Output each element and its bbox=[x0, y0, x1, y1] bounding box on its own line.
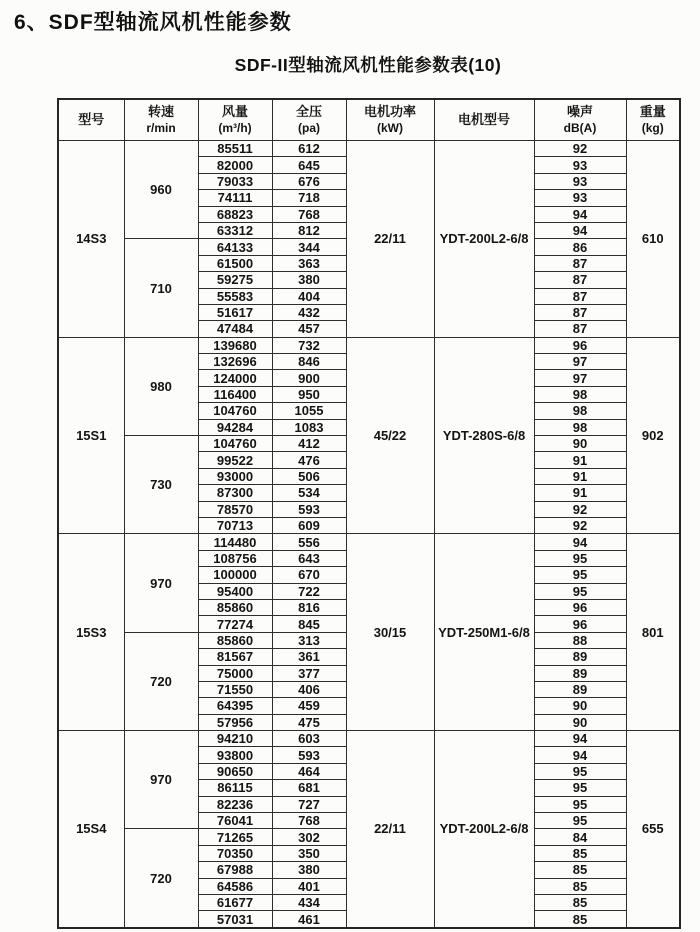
noise-unit: dB(A) bbox=[563, 121, 597, 135]
airflow-cell: 67988 bbox=[198, 862, 272, 878]
pressure-cell: 344 bbox=[272, 239, 346, 255]
pressure-cell: 768 bbox=[272, 813, 346, 829]
noise-cell: 85 bbox=[534, 862, 626, 878]
speed-cell: 970 bbox=[124, 731, 198, 829]
pressure-cell: 464 bbox=[272, 763, 346, 779]
noise-cell: 87 bbox=[534, 272, 626, 288]
noise-cell: 85 bbox=[534, 894, 626, 910]
col-header-model-label: 型号 bbox=[78, 112, 105, 128]
pressure-cell: 643 bbox=[272, 550, 346, 566]
noise-cell: 96 bbox=[534, 616, 626, 632]
airflow-cell: 100000 bbox=[198, 567, 272, 583]
noise-cell: 89 bbox=[534, 665, 626, 681]
table-subtitle: SDF-II型轴流风机性能参数表(10) bbox=[234, 55, 502, 75]
pressure-cell: 727 bbox=[272, 796, 346, 812]
airflow-cell: 82236 bbox=[198, 796, 272, 812]
pressure-cell: 350 bbox=[272, 845, 346, 861]
noise-cell: 87 bbox=[534, 255, 626, 271]
airflow-cell: 87300 bbox=[198, 485, 272, 501]
pressure-cell: 950 bbox=[272, 386, 346, 402]
noise-cell: 90 bbox=[534, 714, 626, 730]
model-cell: 14S3 bbox=[58, 141, 124, 338]
pressure-cell: 380 bbox=[272, 272, 346, 288]
airflow-cell: 71550 bbox=[198, 681, 272, 697]
table-row bbox=[58, 731, 680, 747]
airflow-cell: 59275 bbox=[198, 272, 272, 288]
col-header-model bbox=[58, 99, 124, 141]
pressure-cell: 476 bbox=[272, 452, 346, 468]
weight-cell: 610 bbox=[626, 141, 680, 338]
airflow-unit: (m³/h) bbox=[218, 121, 252, 135]
pressure-cell: 900 bbox=[272, 370, 346, 386]
table-row bbox=[58, 534, 680, 550]
noise-cell: 92 bbox=[534, 517, 626, 533]
power-cell: 22/11 bbox=[346, 731, 434, 928]
noise-cell: 87 bbox=[534, 321, 626, 337]
power-cell: 22/11 bbox=[346, 141, 434, 338]
airflow-cell: 57031 bbox=[198, 911, 272, 928]
motor-cell: YDT-200L2-6/8 bbox=[434, 731, 534, 928]
airflow-cell: 61677 bbox=[198, 894, 272, 910]
pressure-cell: 1055 bbox=[272, 403, 346, 419]
table-header bbox=[58, 99, 680, 141]
airflow-cell: 78570 bbox=[198, 501, 272, 517]
airflow-cell: 79033 bbox=[198, 173, 272, 189]
noise-cell: 89 bbox=[534, 681, 626, 697]
noise-cell: 91 bbox=[534, 452, 626, 468]
noise-cell: 94 bbox=[534, 222, 626, 238]
airflow-cell: 104760 bbox=[198, 436, 272, 452]
pressure-cell: 377 bbox=[272, 665, 346, 681]
airflow-cell: 51617 bbox=[198, 304, 272, 320]
airflow-cell: 68823 bbox=[198, 206, 272, 222]
noise-cell: 98 bbox=[534, 419, 626, 435]
airflow-cell: 94210 bbox=[198, 731, 272, 747]
airflow-cell: 77274 bbox=[198, 616, 272, 632]
col-header-airflow: 风量 (m³/h) bbox=[198, 99, 272, 141]
pressure-cell: 612 bbox=[272, 141, 346, 157]
airflow-cell: 108756 bbox=[198, 550, 272, 566]
table-body bbox=[58, 141, 680, 928]
pressure-cell: 845 bbox=[272, 616, 346, 632]
pressure-cell: 461 bbox=[272, 911, 346, 928]
noise-cell: 95 bbox=[534, 763, 626, 779]
pressure-cell: 846 bbox=[272, 354, 346, 370]
pressure-cell: 506 bbox=[272, 468, 346, 484]
noise-cell: 87 bbox=[534, 304, 626, 320]
speed-unit: r/min bbox=[146, 121, 176, 135]
airflow-cell: 93800 bbox=[198, 747, 272, 763]
noise-cell: 84 bbox=[534, 829, 626, 845]
speed-cell: 980 bbox=[124, 337, 198, 435]
pressure-cell: 812 bbox=[272, 222, 346, 238]
speed-cell: 960 bbox=[124, 141, 198, 239]
airflow-cell: 82000 bbox=[198, 157, 272, 173]
noise-cell: 94 bbox=[534, 534, 626, 550]
motor-cell: YDT-200L2-6/8 bbox=[434, 141, 534, 338]
pressure-cell: 404 bbox=[272, 288, 346, 304]
airflow-cell: 81567 bbox=[198, 649, 272, 665]
airflow-cell: 61500 bbox=[198, 255, 272, 271]
airflow-cell: 64133 bbox=[198, 239, 272, 255]
pressure-cell: 645 bbox=[272, 157, 346, 173]
pressure-cell: 609 bbox=[272, 517, 346, 533]
table-row bbox=[58, 337, 680, 353]
noise-cell: 97 bbox=[534, 370, 626, 386]
header-row bbox=[58, 99, 680, 141]
airflow-cell: 132696 bbox=[198, 354, 272, 370]
airflow-cell: 94284 bbox=[198, 419, 272, 435]
airflow-cell: 114480 bbox=[198, 534, 272, 550]
airflow-cell: 75000 bbox=[198, 665, 272, 681]
airflow-cell: 90650 bbox=[198, 763, 272, 779]
model-cell: 15S4 bbox=[58, 731, 124, 928]
pressure-cell: 475 bbox=[272, 714, 346, 730]
pressure-cell: 816 bbox=[272, 599, 346, 615]
col-header-noise: 噪声 dB(A) bbox=[534, 99, 626, 141]
pressure-cell: 556 bbox=[272, 534, 346, 550]
pressure-cell: 401 bbox=[272, 878, 346, 894]
airflow-cell: 70350 bbox=[198, 845, 272, 861]
airflow-cell: 55583 bbox=[198, 288, 272, 304]
pressure-cell: 412 bbox=[272, 436, 346, 452]
motor-cell: YDT-280S-6/8 bbox=[434, 337, 534, 534]
pressure-cell: 676 bbox=[272, 173, 346, 189]
page-title: 6、SDF型轴流风机性能参数 bbox=[14, 11, 292, 34]
noise-cell: 96 bbox=[534, 599, 626, 615]
noise-cell: 86 bbox=[534, 239, 626, 255]
pressure-cell: 722 bbox=[272, 583, 346, 599]
noise-cell: 93 bbox=[534, 157, 626, 173]
airflow-cell: 64395 bbox=[198, 698, 272, 714]
airflow-cell: 76041 bbox=[198, 813, 272, 829]
airflow-cell: 124000 bbox=[198, 370, 272, 386]
speed-cell: 720 bbox=[124, 829, 198, 928]
airflow-cell: 85511 bbox=[198, 141, 272, 157]
weight-cell: 655 bbox=[626, 731, 680, 928]
motor-cell: YDT-250M1-6/8 bbox=[434, 534, 534, 731]
power-unit: (kW) bbox=[377, 121, 403, 135]
airflow-cell: 116400 bbox=[198, 386, 272, 402]
airflow-cell: 85860 bbox=[198, 599, 272, 615]
noise-cell: 95 bbox=[534, 567, 626, 583]
noise-cell: 93 bbox=[534, 190, 626, 206]
noise-cell: 95 bbox=[534, 583, 626, 599]
col-header-speed: 转速 r/min bbox=[124, 99, 198, 141]
noise-cell: 93 bbox=[534, 173, 626, 189]
pressure-cell: 302 bbox=[272, 829, 346, 845]
noise-cell: 96 bbox=[534, 337, 626, 353]
noise-cell: 85 bbox=[534, 878, 626, 894]
fan-performance-table bbox=[57, 98, 681, 929]
col-header-motor bbox=[434, 99, 534, 141]
pressure-cell: 670 bbox=[272, 567, 346, 583]
airflow-cell: 85860 bbox=[198, 632, 272, 648]
airflow-cell: 70713 bbox=[198, 517, 272, 533]
noise-cell: 94 bbox=[534, 747, 626, 763]
airflow-cell: 57956 bbox=[198, 714, 272, 730]
pressure-cell: 380 bbox=[272, 862, 346, 878]
pressure-cell: 718 bbox=[272, 190, 346, 206]
power-cell: 30/15 bbox=[346, 534, 434, 731]
noise-cell: 94 bbox=[534, 731, 626, 747]
noise-cell: 88 bbox=[534, 632, 626, 648]
speed-cell: 710 bbox=[124, 239, 198, 337]
airflow-cell: 74111 bbox=[198, 190, 272, 206]
noise-cell: 92 bbox=[534, 141, 626, 157]
airflow-cell: 47484 bbox=[198, 321, 272, 337]
noise-cell: 90 bbox=[534, 698, 626, 714]
table-row bbox=[58, 141, 680, 157]
noise-cell: 97 bbox=[534, 354, 626, 370]
pressure-cell: 363 bbox=[272, 255, 346, 271]
noise-cell: 92 bbox=[534, 501, 626, 517]
noise-cell: 95 bbox=[534, 796, 626, 812]
col-header-power: 电机功率 (kW) bbox=[346, 99, 434, 141]
pressure-cell: 457 bbox=[272, 321, 346, 337]
noise-cell: 98 bbox=[534, 403, 626, 419]
speed-cell: 970 bbox=[124, 534, 198, 632]
pressure-cell: 593 bbox=[272, 501, 346, 517]
model-cell: 15S3 bbox=[58, 534, 124, 731]
airflow-cell: 99522 bbox=[198, 452, 272, 468]
noise-cell: 87 bbox=[534, 288, 626, 304]
col-header-pressure: 全压 (pa) bbox=[272, 99, 346, 141]
weight-cell: 902 bbox=[626, 337, 680, 534]
pressure-unit: (pa) bbox=[298, 121, 320, 135]
pressure-cell: 681 bbox=[272, 780, 346, 796]
noise-cell: 85 bbox=[534, 845, 626, 861]
noise-cell: 91 bbox=[534, 485, 626, 501]
airflow-cell: 64586 bbox=[198, 878, 272, 894]
noise-cell: 95 bbox=[534, 780, 626, 796]
airflow-cell: 71265 bbox=[198, 829, 272, 845]
pressure-cell: 593 bbox=[272, 747, 346, 763]
pressure-cell: 434 bbox=[272, 894, 346, 910]
col-header-weight: 重量 (kg) bbox=[626, 99, 680, 141]
noise-cell: 98 bbox=[534, 386, 626, 402]
airflow-cell: 86115 bbox=[198, 780, 272, 796]
weight-cell: 801 bbox=[626, 534, 680, 731]
speed-cell: 720 bbox=[124, 632, 198, 730]
noise-cell: 95 bbox=[534, 550, 626, 566]
pressure-cell: 361 bbox=[272, 649, 346, 665]
pressure-cell: 1083 bbox=[272, 419, 346, 435]
pressure-cell: 603 bbox=[272, 731, 346, 747]
airflow-cell: 104760 bbox=[198, 403, 272, 419]
weight-unit: (kg) bbox=[641, 121, 664, 135]
noise-cell: 85 bbox=[534, 911, 626, 928]
pressure-cell: 732 bbox=[272, 337, 346, 353]
noise-cell: 89 bbox=[534, 649, 626, 665]
airflow-cell: 93000 bbox=[198, 468, 272, 484]
speed-cell: 730 bbox=[124, 436, 198, 534]
pressure-cell: 313 bbox=[272, 632, 346, 648]
noise-cell: 90 bbox=[534, 436, 626, 452]
airflow-cell: 63312 bbox=[198, 222, 272, 238]
power-cell: 45/22 bbox=[346, 337, 434, 534]
pressure-cell: 768 bbox=[272, 206, 346, 222]
model-cell: 15S1 bbox=[58, 337, 124, 534]
airflow-cell: 139680 bbox=[198, 337, 272, 353]
pressure-cell: 459 bbox=[272, 698, 346, 714]
noise-cell: 94 bbox=[534, 206, 626, 222]
pressure-cell: 432 bbox=[272, 304, 346, 320]
pressure-cell: 406 bbox=[272, 681, 346, 697]
noise-cell: 95 bbox=[534, 813, 626, 829]
pressure-cell: 534 bbox=[272, 485, 346, 501]
col-header-motor-label: 电机型号 bbox=[457, 112, 510, 128]
airflow-cell: 95400 bbox=[198, 583, 272, 599]
noise-cell: 91 bbox=[534, 468, 626, 484]
